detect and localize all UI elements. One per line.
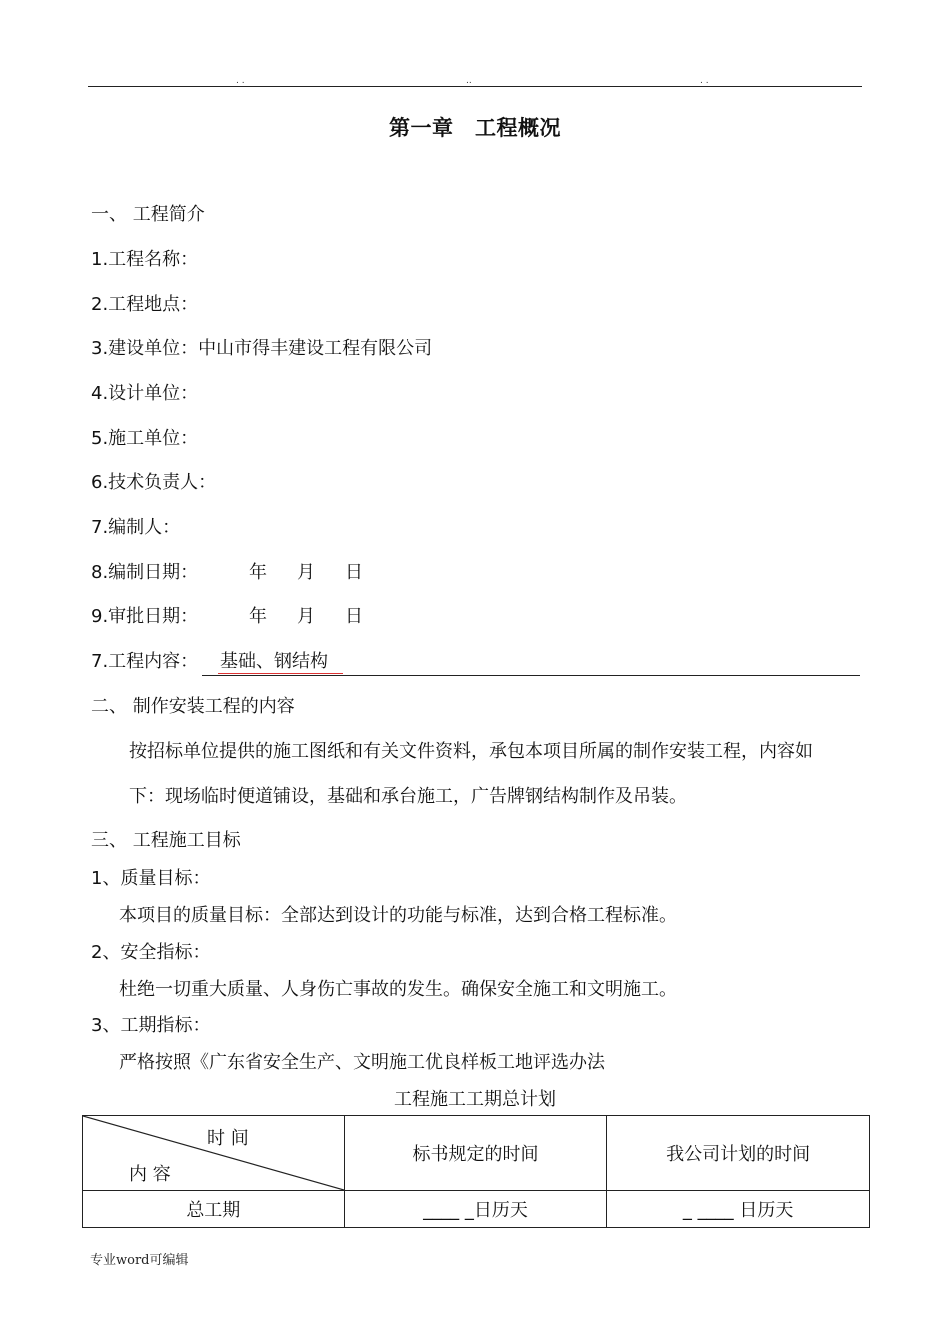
approve-date-month: 月 (297, 606, 315, 627)
footer-text: 专业word可编辑 (90, 1253, 189, 1268)
owner-line: 3.建设单位：中山市得丰建设工程有限公司 (91, 338, 433, 359)
header-tender-time: 标书规定的时间 (344, 1116, 607, 1191)
header-company-time: 我公司计划的时间 (607, 1116, 870, 1191)
content-label: 7.工程内容： (91, 651, 199, 672)
project-name-line: 1.工程名称： (91, 249, 199, 270)
tech-lead-line: 6.技术负责人： (91, 472, 217, 493)
project-location-line: 2.工程地点： (91, 294, 199, 315)
section-heading-scope: 二、 制作安装工程的内容 (91, 696, 295, 717)
table-caption: 工程施工工期总计划 (394, 1089, 556, 1110)
compile-date-label: 8.编制日期： (91, 562, 199, 583)
table-header-row (83, 1116, 870, 1191)
safety-goal-text: 杜绝一切重大质量、人身伤亡事故的发生。确保安全施工和文明施工。 (119, 979, 677, 1000)
section-heading-intro: 一、 工程简介 (91, 204, 205, 225)
section-heading-goals: 三、 工程施工目标 (91, 830, 241, 851)
builder-line: 5.施工单位： (91, 428, 199, 449)
header-time-label: 时 间 (207, 1128, 249, 1149)
table-row (83, 1191, 870, 1228)
cell-tender-days: ____ _日历天 (344, 1191, 607, 1228)
content-underline (202, 675, 860, 676)
approve-date-year: 年 (249, 606, 267, 627)
header-mark-left: . . (236, 76, 245, 86)
diagonal-header-cell (83, 1116, 345, 1191)
approve-date-day: 日 (345, 606, 363, 627)
spellcheck-underline (218, 673, 343, 674)
compile-date-month: 月 (297, 562, 315, 583)
content-value: 基础、钢结构 (220, 651, 328, 672)
header-mark-center: .. (466, 76, 472, 86)
safety-goal-label: 2、安全指标： (91, 942, 211, 963)
author-line: 7.编制人： (91, 517, 181, 538)
schedule-goal-text: 严格按照《广东省安全生产、文明施工优良样板工地评选办法 (119, 1052, 605, 1073)
chapter-title: 第一章 工程概况 (389, 116, 561, 140)
schedule-goal-label: 3、工期指标： (91, 1015, 211, 1036)
cell-company-days: _ ____ 日历天 (607, 1191, 870, 1228)
header-content-label: 内 容 (129, 1164, 171, 1185)
designer-line: 4.设计单位： (91, 383, 199, 404)
row-label-total-period: 总工期 (83, 1191, 345, 1228)
quality-goal-text: 本项目的质量目标：全部达到设计的功能与标准，达到合格工程标准。 (119, 905, 677, 926)
compile-date-day: 日 (345, 562, 363, 583)
quality-goal-label: 1、质量目标： (91, 868, 211, 889)
compile-date-year: 年 (249, 562, 267, 583)
approve-date-label: 9.审批日期： (91, 606, 199, 627)
header-mark-right: . . (700, 76, 709, 86)
scope-text-line1: 按招标单位提供的施工图纸和有关文件资料，承包本项目所属的制作安装工程，内容如 (129, 741, 813, 762)
scope-text-line2: 下：现场临时便道铺设，基础和承台施工，广告牌钢结构制作及吊装。 (129, 786, 687, 807)
header-rule (88, 86, 862, 87)
schedule-table (82, 1115, 870, 1228)
